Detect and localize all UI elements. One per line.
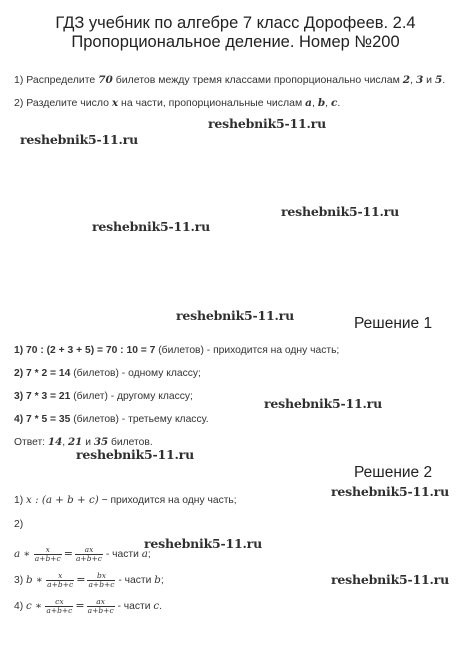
watermark: reshebnik5-11.ru [331, 572, 449, 587]
page-title: ГДЗ учебник по алгебре 7 класс Дорофеев. 2.4 [55, 14, 416, 32]
task-1-text: билетов между тремя классами пропорционально числам [112, 74, 403, 86]
fraction-numerator: x [58, 571, 63, 580]
task-2-text: , [325, 97, 331, 109]
task-1-number: 2 [402, 74, 411, 86]
watermark: reshebnik5-11.ru [281, 204, 399, 219]
answer-line [14, 436, 153, 448]
fraction-numerator: ax [84, 545, 94, 554]
solution-2-text: - части [103, 549, 142, 561]
formula-lhs: c ∗ [26, 600, 46, 613]
fraction [45, 598, 73, 615]
fraction [87, 572, 115, 589]
task-2-variable: a [305, 97, 312, 109]
equals-sign: = [76, 573, 86, 587]
fraction [34, 546, 62, 563]
solution-2-text: 4) [14, 601, 27, 613]
fraction-numerator: bx [96, 571, 106, 580]
watermark: reshebnik5-11.ru [264, 396, 382, 411]
fraction [75, 546, 103, 563]
solution-2-line [14, 519, 23, 530]
task-1-number: 70 [98, 74, 113, 86]
solution-2-text: - части [114, 601, 154, 613]
equals-sign: = [63, 547, 73, 561]
solution-2-variable: a [141, 548, 148, 561]
fraction-denominator: a+b+c [75, 554, 102, 563]
solution-1-text: (билетов) - приходится на одну часть; [155, 345, 340, 356]
task-1-number: 5 [434, 74, 443, 86]
solution-1-expression: 3) 7 * 3 = 21 [14, 391, 71, 402]
solution-2-variable: c [153, 600, 160, 613]
solution-1-line [14, 391, 193, 402]
fraction-denominator: a+b+c [34, 554, 61, 563]
solution-1-line [14, 414, 209, 425]
task-2-text: . [337, 97, 341, 109]
task-1-text: 1) Распределите [14, 74, 99, 86]
solution-2-text: 2) [14, 519, 24, 530]
fraction [46, 572, 74, 589]
solution-1-expression: 2) 7 * 2 = 14 [14, 368, 71, 379]
solution-1-expression: 4) 7 * 5 = 35 [14, 414, 71, 425]
solution-2-variable: b [154, 574, 161, 587]
task-2-variable: b [317, 97, 326, 109]
solution-2-text: 3) [14, 575, 27, 587]
watermark: reshebnik5-11.ru [208, 116, 326, 131]
formula-lhs: a ∗ [14, 548, 34, 561]
solution-1-text: (билетов) - одному классу; [70, 368, 201, 379]
solution-2-formula [14, 572, 164, 589]
task-2-text: 2) Разделите число [14, 97, 112, 109]
fraction-denominator: a+b+c [88, 580, 115, 589]
solution-2-text: ; [147, 549, 151, 561]
fraction-numerator: x [45, 545, 50, 554]
fraction-numerator: cx [55, 597, 64, 606]
answer-value: 35 [93, 436, 109, 448]
watermark: reshebnik5-11.ru [76, 447, 194, 462]
task-1 [14, 74, 445, 86]
solution-2-text: ; [160, 575, 164, 587]
task-1-number: 3 [415, 74, 424, 86]
solution-2-text: - части [115, 575, 155, 587]
task-2 [14, 97, 340, 109]
task-2-variable: c [331, 97, 338, 109]
solution-2-expression: x : (a + b + c) [26, 494, 99, 506]
formula-lhs: b ∗ [26, 574, 47, 587]
equals-sign: = [75, 599, 85, 613]
solution-2-text: . [159, 601, 163, 613]
watermark: reshebnik5-11.ru [176, 308, 294, 323]
task-2-text: на части, пропорциональные числам [118, 97, 306, 109]
fraction-denominator: a+b+c [87, 606, 114, 615]
solution-2-formula [14, 598, 162, 615]
fraction-denominator: a+b+c [46, 606, 73, 615]
watermark: reshebnik5-11.ru [20, 132, 138, 147]
solution-2-line [14, 494, 237, 506]
watermark: reshebnik5-11.ru [331, 484, 449, 499]
task-2-variable: x [111, 97, 119, 109]
solution-1-text: (билетов) - третьему классу. [70, 414, 209, 425]
fraction-denominator: a+b+c [47, 580, 74, 589]
answer-text: билетов. [108, 437, 153, 448]
solution-2-formula [14, 546, 151, 563]
solution-1-expression: 1) 70 : (2 + 3 + 5) = 70 : 10 = 7 [14, 345, 156, 356]
task-1-text: и [423, 74, 435, 86]
task-1-text: , [410, 74, 416, 86]
solution-2-text: − приходится на одну часть; [98, 495, 237, 506]
watermark: reshebnik5-11.ru [144, 536, 262, 551]
watermark: reshebnik5-11.ru [92, 219, 210, 234]
solution-1-heading: Решение 1 [354, 315, 433, 332]
task-2-text: , [311, 97, 318, 109]
page-subtitle: Пропорциональное деление. Номер №200 [71, 33, 400, 51]
fraction [87, 598, 115, 615]
fraction-numerator: ax [96, 597, 105, 606]
answer-value: 21 [67, 436, 83, 448]
solution-2-heading: Решение 2 [354, 464, 433, 481]
answer-text: и [82, 437, 94, 448]
answer-value: 14 [47, 436, 63, 448]
solution-2-text: 1) [14, 495, 27, 506]
solution-1-text: (билет) - другому классу; [70, 391, 193, 402]
solution-1-line [14, 345, 339, 356]
answer-label: Ответ: [14, 437, 48, 448]
task-1-text: . [442, 74, 446, 86]
solution-1-line [14, 368, 201, 379]
answer-text: , [62, 437, 68, 448]
